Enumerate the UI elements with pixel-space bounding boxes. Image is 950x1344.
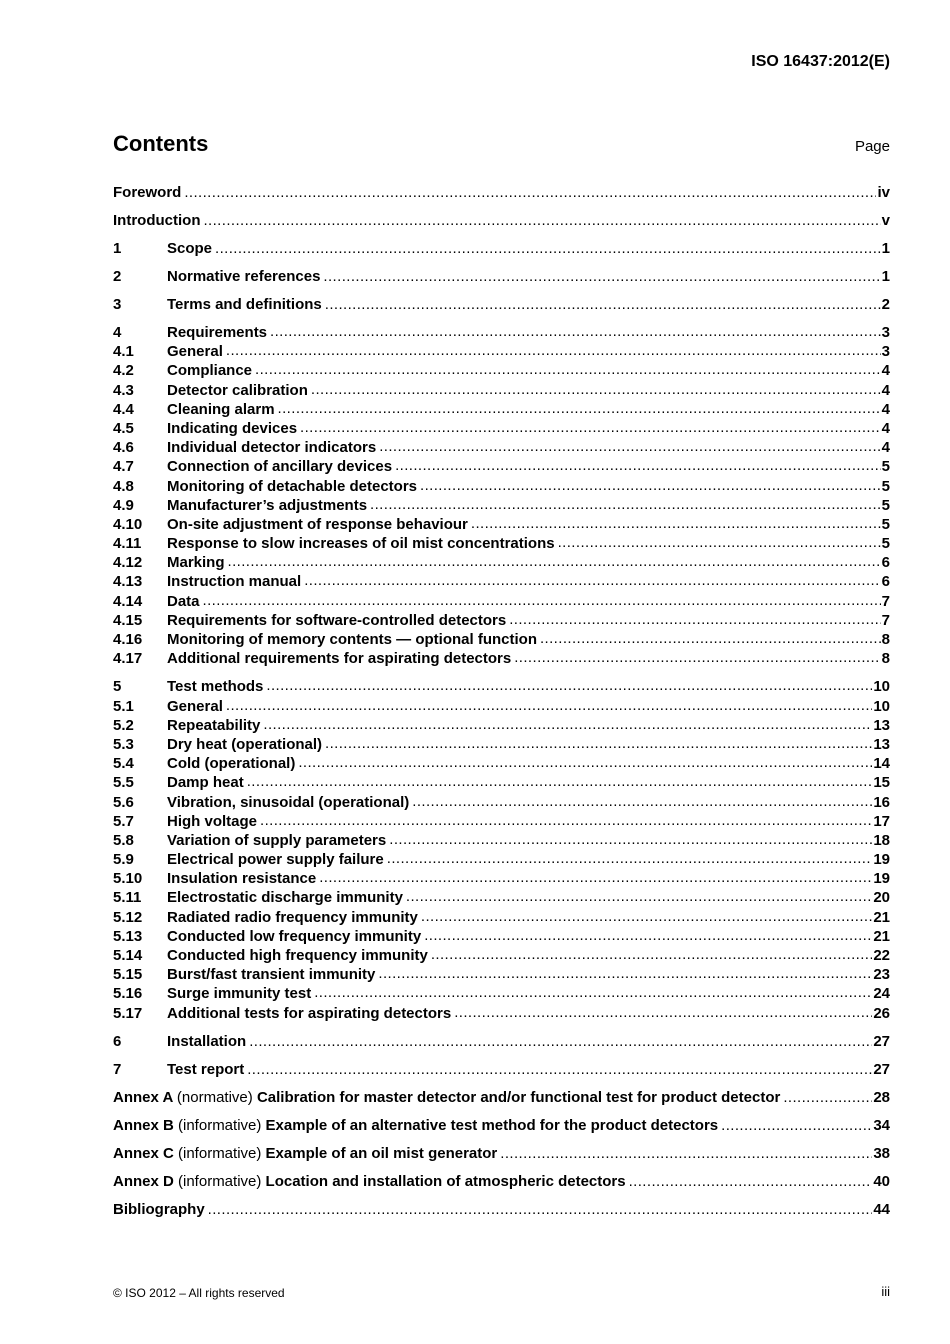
dot-leader [393, 456, 881, 471]
toc-entry[interactable] [113, 552, 890, 571]
annex-label: Annex A [113, 1088, 173, 1106]
dot-leader [556, 533, 881, 548]
toc-entry-title: Connection of ancillary devices [167, 458, 393, 476]
toc-entry-number: 3 [113, 296, 122, 313]
page-number: iii [881, 1284, 890, 1299]
toc-entry[interactable] [113, 610, 890, 629]
toc-entry[interactable] [113, 399, 890, 418]
toc-entry-number: 5.7 [113, 812, 134, 830]
toc-entry-title: Individual detector indicators [167, 439, 377, 457]
toc-entry-page: 19 [873, 851, 890, 869]
dot-leader [323, 294, 881, 309]
toc-entry-title: Additional tests for aspirating detectors [167, 1004, 452, 1022]
toc-entry-page: 27 [873, 1032, 890, 1050]
annex-title: Calibration for master detector and/or functional test for product detector [256, 1088, 781, 1106]
toc-entry[interactable] [113, 964, 890, 983]
dot-leader [245, 772, 873, 787]
toc-entry-page: 7 [881, 592, 890, 610]
toc-entry-title: Terms and definitions [167, 296, 322, 313]
dot-leader [418, 476, 881, 491]
toc-entry-title: Test report [167, 1060, 245, 1078]
toc-entry-number: 6 [113, 1032, 122, 1050]
toc-entry-title: Instruction manual [167, 573, 302, 591]
dot-leader [309, 380, 881, 395]
toc-entry[interactable] [113, 322, 890, 341]
toc-entry-page: v [881, 212, 890, 229]
toc-entry[interactable] [113, 907, 890, 926]
dot-leader [452, 1003, 872, 1018]
dot-leader [498, 1143, 872, 1158]
toc-entry[interactable] [113, 1171, 890, 1199]
toc-entry-title: Requirements for software-controlled detectors [167, 611, 507, 629]
toc-entry-number: 5.13 [113, 927, 143, 945]
toc-entry-page: 18 [873, 831, 890, 849]
toc-entry[interactable] [113, 1031, 890, 1059]
annex-label: Annex D [113, 1172, 174, 1190]
toc-entry-number: 4 [113, 324, 122, 341]
toc-entry-number: 5.17 [113, 1004, 143, 1022]
toc-entry[interactable] [113, 182, 890, 210]
dot-leader [182, 182, 876, 197]
toc-entry-title: Repeatability [167, 716, 261, 734]
dot-leader [224, 696, 872, 711]
toc-entry-page: 6 [881, 554, 890, 572]
toc-entry-title: Additional requirements for aspirating detectors [167, 650, 512, 668]
toc-entry[interactable] [113, 887, 890, 906]
toc-entry-number: 5.14 [113, 947, 143, 964]
toc-entry-page: 13 [873, 735, 890, 753]
toc-entry-number: 4.13 [113, 573, 143, 591]
toc-entry-page: 3 [881, 343, 890, 361]
toc-entry-number: 5.8 [113, 831, 134, 849]
dot-leader [538, 629, 881, 644]
toc-entry[interactable] [113, 811, 890, 830]
toc-entry-number: 5.15 [113, 966, 143, 984]
toc-entry-title: General [167, 343, 223, 361]
toc-entry[interactable] [113, 266, 890, 294]
toc-entry-title: Dry heat (operational) [167, 735, 323, 753]
toc-entry-title: Manufacturer’s adjustments [167, 496, 368, 514]
toc-entry-page: 8 [881, 631, 890, 648]
toc-entry-number: 4.6 [113, 439, 134, 457]
annex-kind: (informative) [178, 1144, 262, 1162]
toc-entry[interactable] [113, 476, 890, 495]
dot-leader [368, 495, 881, 510]
toc-entry[interactable] [113, 533, 890, 552]
toc-entry-title: Response to slow increases of oil mist concentrations [167, 535, 555, 553]
toc-entry-page: 19 [873, 870, 890, 888]
dot-leader [201, 591, 881, 606]
toc-entry[interactable] [113, 238, 890, 266]
dot-leader [258, 811, 872, 826]
dot-leader [387, 830, 872, 845]
annex-title: Example of an alternative test method for the product detectors [265, 1116, 719, 1134]
toc-entry[interactable] [113, 210, 890, 238]
toc-entry-number: 5.16 [113, 985, 143, 1003]
annex-title: Example of an oil mist generator [265, 1144, 498, 1162]
toc-entry[interactable] [113, 380, 890, 399]
toc-entry-page: 24 [873, 985, 890, 1003]
toc-entry[interactable] [113, 772, 890, 791]
toc-entry-title: Burst/fast transient immunity [167, 966, 376, 984]
dot-leader [404, 887, 872, 902]
toc-entry-page: 1 [881, 268, 890, 285]
toc-entry[interactable] [113, 830, 890, 849]
toc-entry[interactable] [113, 341, 890, 360]
toc-entry-title: Marking [167, 554, 225, 572]
dot-leader [377, 437, 880, 452]
toc-entry-number: 4.1 [113, 343, 134, 361]
toc-entry-number: 4.16 [113, 631, 143, 648]
toc-entry-page: 4 [881, 439, 890, 457]
toc-entry-page: 6 [881, 573, 890, 591]
toc-entry-title: Test methods [167, 678, 264, 696]
toc-entry-title: Scope [167, 240, 213, 257]
toc-entry-page: 14 [873, 755, 890, 773]
toc-entry-title: Monitoring of detachable detectors [167, 477, 418, 495]
toc-entry-number: 5.9 [113, 851, 134, 869]
toc-entry-title: Monitoring of memory contents — optional function [167, 631, 537, 648]
toc-entry-page: 5 [881, 535, 890, 553]
dot-leader [419, 907, 872, 922]
toc-entry-number: 4.4 [113, 400, 134, 418]
toc-entry-title: Introduction [113, 212, 201, 229]
document-id: ISO 16437:2012(E) [751, 53, 890, 70]
toc-entry-number: 4.3 [113, 381, 134, 399]
dot-leader [276, 399, 881, 414]
toc-entry-number: 5.5 [113, 774, 134, 792]
toc-entry-title: Conducted high frequency immunity [167, 947, 428, 964]
toc-entry-page: 4 [881, 419, 890, 437]
dot-leader [245, 1059, 872, 1074]
toc-entry[interactable] [113, 1143, 890, 1171]
dot-leader [422, 926, 872, 941]
toc-entry-number: 5.11 [113, 889, 142, 907]
toc-entry-title: General [167, 697, 223, 715]
toc-entry-page: 21 [873, 908, 890, 926]
toc-entry-title: Normative references [167, 268, 321, 285]
toc-entry-page: 2 [881, 296, 890, 313]
dot-leader [213, 238, 881, 253]
toc-entry[interactable] [113, 676, 890, 695]
toc-entry-number: 4.11 [113, 535, 142, 553]
dot-leader [376, 964, 872, 979]
dot-leader [719, 1115, 872, 1130]
annex-label: Annex C [113, 1144, 174, 1162]
annex-kind: (informative) [178, 1172, 262, 1190]
toc-entry-page: 28 [873, 1088, 890, 1106]
toc-entry-number: 4.10 [113, 515, 143, 533]
toc-entry-page: 15 [873, 774, 890, 792]
dot-leader [201, 210, 880, 225]
toc-entry[interactable] [113, 1059, 890, 1087]
toc-entry[interactable] [113, 629, 890, 648]
toc-entry[interactable] [113, 983, 890, 1002]
dot-leader [321, 266, 880, 281]
toc-entry[interactable] [113, 456, 890, 475]
toc-entry[interactable] [113, 591, 890, 610]
toc-entry-page: 17 [873, 812, 890, 830]
toc-entry-page: 26 [873, 1004, 890, 1022]
toc-entry-title: Requirements [167, 324, 268, 341]
annex-kind: (informative) [178, 1116, 262, 1134]
toc-entry-page: 4 [881, 400, 890, 418]
annex-title: Location and installation of atmospheric detectors [265, 1172, 626, 1190]
toc-entry-title: High voltage [167, 812, 258, 830]
toc-entry-page: 16 [873, 793, 890, 811]
toc-entry-number: 4.2 [113, 362, 134, 380]
toc-entry-number: 5.12 [113, 908, 143, 926]
toc-entry-page: 5 [881, 515, 890, 533]
annex-label: Annex B [113, 1116, 174, 1134]
dot-leader [323, 734, 872, 749]
toc-entry-page: 40 [873, 1172, 890, 1190]
toc-entry-page: 34 [873, 1116, 890, 1134]
dot-leader [317, 868, 872, 883]
dot-leader [512, 648, 880, 663]
toc-entry-page: iv [877, 184, 890, 201]
toc-entry-title: Bibliography [113, 1200, 205, 1218]
toc-entry-title [113, 1171, 626, 1193]
toc-entry-number: 4.12 [113, 554, 143, 572]
dot-leader [385, 849, 873, 864]
dot-leader [429, 945, 872, 960]
dot-leader [469, 514, 881, 529]
toc-entry-number: 4.14 [113, 592, 143, 610]
toc-entry-page: 4 [881, 362, 890, 380]
toc-entry[interactable] [113, 360, 890, 379]
page-column-label: Page [854, 138, 890, 155]
dot-leader [298, 418, 881, 433]
toc-entry-title: Compliance [167, 362, 253, 380]
toc-entry-number: 5.1 [113, 697, 134, 715]
dot-leader [507, 610, 880, 625]
toc-entry-page: 20 [873, 889, 890, 907]
toc-entry-title [113, 1143, 497, 1165]
toc-entry-title: Damp heat [167, 774, 244, 792]
dot-leader [264, 676, 872, 691]
toc-entry-number: 2 [113, 268, 122, 285]
toc-entry-number: 1 [113, 240, 122, 257]
dot-leader [268, 322, 881, 337]
dot-leader [261, 715, 872, 730]
toc-entry-number: 4.5 [113, 419, 134, 437]
toc-entry-title: Installation [167, 1032, 247, 1050]
page-title: Contents [113, 131, 209, 156]
toc-entry-page: 5 [881, 477, 890, 495]
toc-entry[interactable] [113, 734, 890, 753]
toc-entry-page: 22 [873, 947, 890, 964]
toc-entry[interactable] [113, 868, 890, 887]
toc-entry-title: Surge immunity test [167, 985, 312, 1003]
dot-leader [247, 1031, 872, 1046]
toc-entry-page: 27 [873, 1060, 890, 1078]
toc-entry-number: 4.8 [113, 477, 134, 495]
toc-entry-number: 4.15 [113, 611, 143, 629]
copyright-footer: © ISO 2012 – All rights reserved [113, 1286, 285, 1300]
toc-entry-title: Cleaning alarm [167, 400, 275, 418]
toc-entry-title: Variation of supply parameters [167, 831, 387, 849]
toc-entry-page: 44 [873, 1200, 890, 1218]
toc-entry[interactable] [113, 418, 890, 437]
toc-entry-number: 4.7 [113, 458, 134, 476]
toc-entry-title: Vibration, sinusoidal (operational) [167, 793, 410, 811]
toc-entry-title: Radiated radio frequency immunity [167, 908, 418, 926]
toc-entry-page: 8 [881, 650, 890, 668]
toc-entry-number: 4.17 [113, 650, 143, 668]
toc-entry[interactable] [113, 1087, 890, 1115]
toc-entry-number: 5.4 [113, 755, 134, 773]
toc-entry-title [113, 1115, 718, 1137]
toc-entry-title: Foreword [113, 184, 182, 201]
toc-entry-number: 5.6 [113, 793, 134, 811]
toc-entry-title: On-site adjustment of response behaviour [167, 515, 468, 533]
dot-leader [410, 792, 872, 807]
toc-entry[interactable] [113, 571, 890, 590]
table-of-contents [113, 182, 890, 1227]
toc-entry[interactable] [113, 753, 890, 772]
dot-leader [627, 1171, 873, 1186]
toc-entry-number: 5 [113, 678, 122, 696]
toc-entry-number: 7 [113, 1060, 122, 1078]
toc-entry[interactable] [113, 926, 890, 945]
toc-entry[interactable] [113, 437, 890, 456]
toc-entry-title: Data [167, 592, 200, 610]
dot-leader [253, 360, 881, 375]
toc-entry-page: 5 [881, 496, 890, 514]
toc-entry-page: 10 [873, 678, 890, 696]
toc-entry[interactable] [113, 294, 890, 322]
toc-entry-title: Indicating devices [167, 419, 298, 437]
toc-entry-number: 5.3 [113, 735, 134, 753]
toc-entry-page: 7 [881, 611, 890, 629]
toc-entry[interactable] [113, 495, 890, 514]
toc-entry-title: Electrostatic discharge immunity [167, 889, 403, 907]
toc-entry-number: 4.9 [113, 496, 134, 514]
dot-leader [312, 983, 872, 998]
toc-entry-title: Electrical power supply failure [167, 851, 384, 869]
toc-entry-page: 13 [873, 716, 890, 734]
toc-entry[interactable] [113, 945, 890, 964]
toc-entry[interactable] [113, 696, 890, 715]
toc-entry[interactable] [113, 715, 890, 734]
toc-entry[interactable] [113, 648, 890, 667]
toc-entry-title: Conducted low frequency immunity [167, 927, 422, 945]
dot-leader [206, 1199, 873, 1214]
toc-entry-title: Insulation resistance [167, 870, 317, 888]
annex-kind: (normative) [176, 1088, 253, 1106]
dot-leader [224, 341, 881, 356]
toc-entry[interactable] [113, 1115, 890, 1143]
dot-leader [296, 753, 872, 768]
toc-entry[interactable] [113, 1199, 890, 1227]
toc-entry-page: 5 [881, 458, 890, 476]
toc-entry-title: Detector calibration [167, 381, 308, 399]
toc-entry-page: 3 [881, 324, 890, 341]
toc-entry-page: 4 [881, 381, 890, 399]
toc-entry-title: Cold (operational) [167, 755, 296, 773]
toc-entry[interactable] [113, 849, 890, 868]
toc-entry[interactable] [113, 1003, 890, 1022]
toc-entry-page: 1 [881, 240, 890, 257]
toc-entry-number: 5.10 [113, 870, 143, 888]
toc-entry-title [113, 1087, 780, 1109]
toc-entry[interactable] [113, 514, 890, 533]
dot-leader [781, 1087, 872, 1102]
toc-entry[interactable] [113, 792, 890, 811]
toc-entry-page: 38 [873, 1144, 890, 1162]
dot-leader [302, 571, 880, 586]
toc-entry-page: 21 [873, 927, 890, 945]
toc-entry-number: 5.2 [113, 716, 134, 734]
toc-entry-page: 23 [873, 966, 890, 984]
toc-entry-page: 10 [873, 697, 890, 715]
dot-leader [226, 552, 881, 567]
